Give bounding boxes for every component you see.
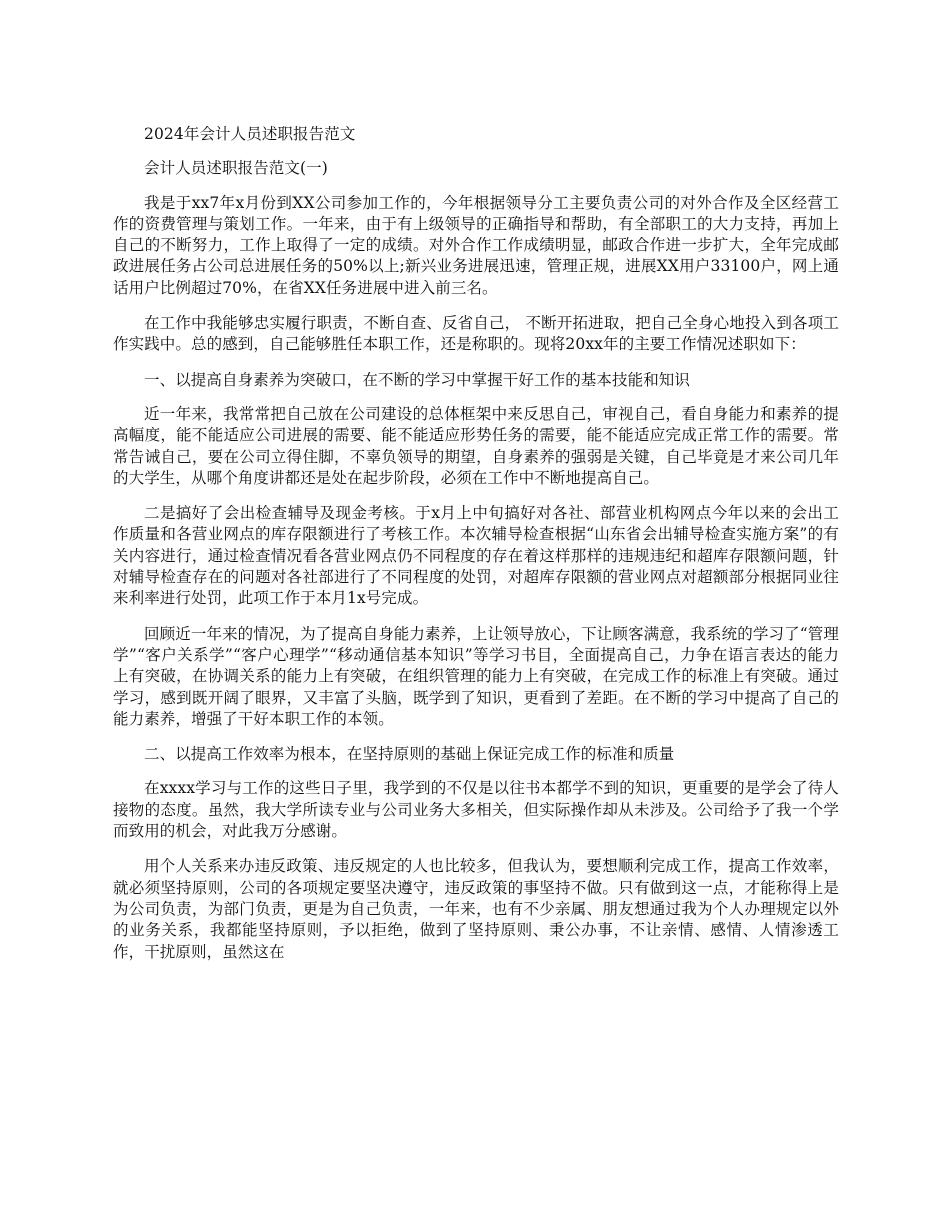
section-heading-1: 一、以提高自身素养为突破口，在不断的学习中掌握干好工作的基本技能和知识 — [144, 370, 691, 389]
paragraph-learning: 回顾近一年来的情况，为了提高自身能力素养，上让领导放心，下让顾客满意，我系统的学习了“管理学”“客户关系学”“客户心理学”“移动通信基本知识”等学习书目，全面提高自己，力争在语言表达的能力上有突破，在协调关系的能力上有突破，在组织管理的能力上有突破，在完成工作的标准上有突破。通过学习，感到既开阔了眼界，又丰富了头脑，既学到了知识，更看到了差距。在不断的学习中提高了自己的能力素养，增强了干好本职工作的本领。 — [113, 624, 839, 728]
document-title: 2024年会计人员述职报告范文 — [144, 125, 356, 143]
paragraph-gratitude: 在xxxx学习与工作的这些日子里，我学到的不仅是以往书本都学不到的知识，更重要的是学会了待人接物的态度。虽然，我大学所读专业与公司业务大多相关，但实际操作却从未涉及。公司给予了我一个学而致用的机会，对此我万分感谢。 — [113, 779, 839, 841]
paragraph-self-reflection: 近一年来，我常常把自己放在公司建设的总体框架中来反思自己，审视自己，看自身能力和素养的提高幅度，能不能适应公司进展的需要、能不能适应形势任务的需要，能不能适应完成正常工作的需要。常常告诫自己，要在公司立得住脚，不辜负领导的期望，自身素养的强弱是关键，自己毕竟是才来公司几年的大学生，从哪个角度讲都还是处在起步阶段，必须在工作中不断地提高自己。 — [113, 404, 839, 487]
paragraph-principles: 用个人关系来办违反政策、违反规定的人也比较多，但我认为，要想顺利完成工作，提高工作效率，就必须坚持原则，公司的各项规定要坚决遵守，违反政策的事坚持不做。只有做到这一点，才能称得上是为公司负责，为部门负责，更是为自己负责，一年来，也有不少亲属、朋友想通过我为个人办理规定以外的业务关系，我都能坚持原则，予以拒绝，做到了坚持原则、秉公办事，不让亲情、感情、人情渗透工作，干扰原则，虽然这在 — [113, 857, 839, 961]
paragraph-duties: 在工作中我能够忠实履行职责，不断自查、反省自己， 不断开拓进取，把自己全身心地投入到各项工作实践中。总的感到，自己能够胜任本职工作，还是称职的。现将20xx年的主要工作情况述职如下： — [113, 314, 839, 354]
paragraph-inspection: 二是搞好了会出检查辅导及现金考核。于x月上中旬搞好对各社、部营业机构网点今年以来的会出工作质量和各营业网点的库存限额进行了考核工作。本次辅导检查根据“山东省会出辅导检查实施方案”的有关内容进行，通过检查情况看各营业网点仍不同程度的存在着这样那样的违规违纪和超库存限额问题，针对辅导检查存在的问题对各社部进行了不同程度的处罚，对超库存限额的营业网点对超额部分根据同业往来利率进行处罚，此项工作于本月1x号完成。 — [113, 504, 839, 608]
document-body — [113, 124, 839, 977]
paragraph-intro: 我是于xx7年x月份到XX公司参加工作的，今年根据领导分工主要负责公司的对外合作及全区经营工作的资费管理与策划工作。一年来，由于有上级领导的正确指导和帮助，有全部职工的大力支持，再加上自己的不断努力，工作上取得了一定的成绩。对外合作工作成绩明显，邮政合作进一步扩大，全年完成邮政进展任务占公司总进展任务的50%以上;新兴业务进展迅速，管理正规，进展XX用户33100户，网上通话用户比例超过70%，在省XX任务进展中进入前三名。 — [113, 193, 839, 297]
document-subtitle: 会计人员述职报告范文(一) — [144, 159, 328, 178]
section-heading-2: 二、以提高工作效率为根本，在坚持原则的基础上保证完成工作的标准和质量 — [144, 745, 675, 764]
